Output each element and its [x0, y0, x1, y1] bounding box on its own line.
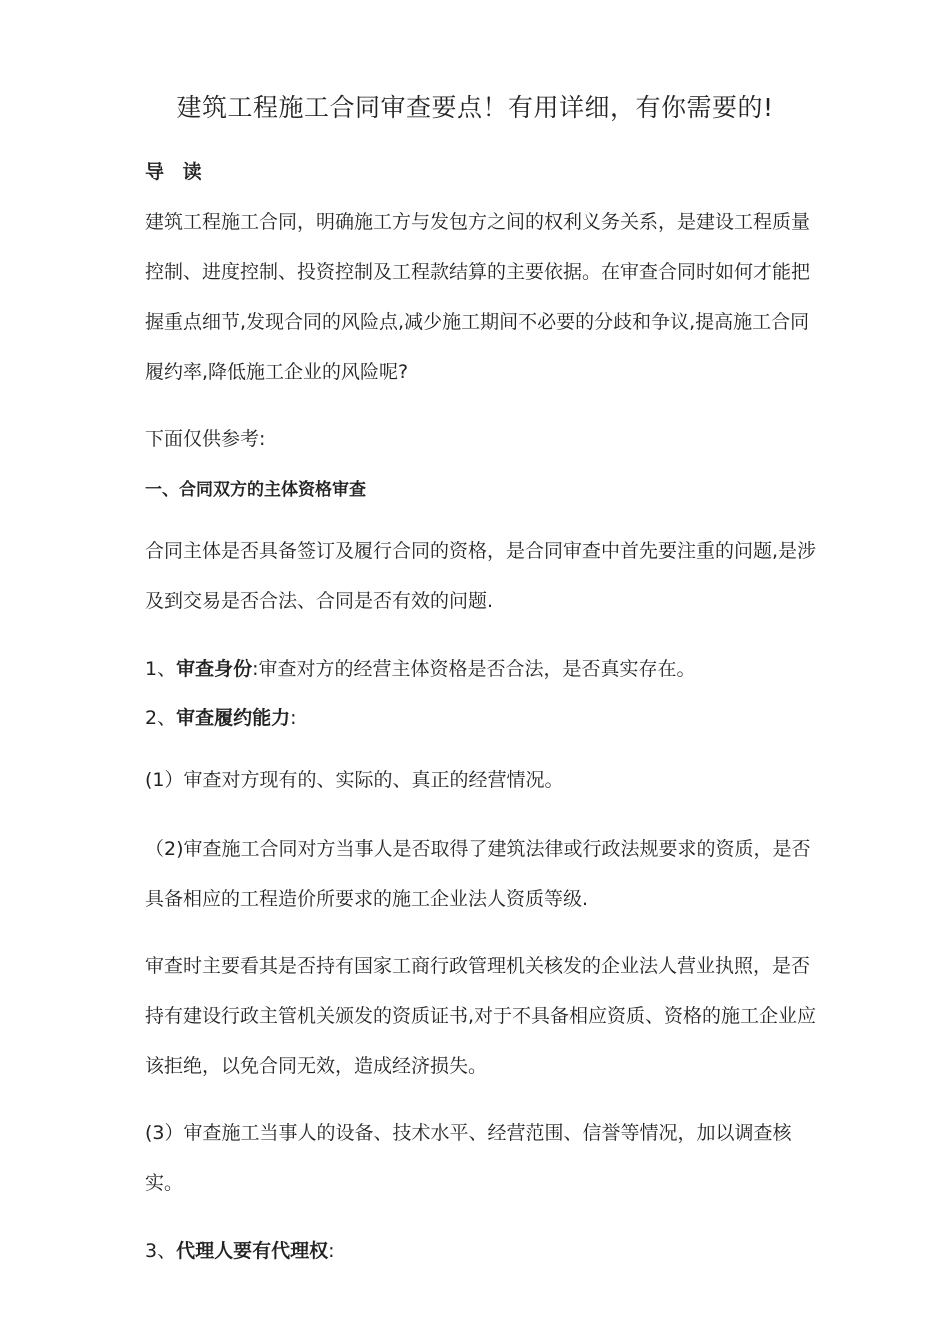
sub-item-2: （2)审查施工合同对方当事人是否取得了建筑法律或行政法规要求的资质，是否具备相应的工程造价所要求的施工企业法人资质等级. [145, 838, 811, 910]
list-item-identity [145, 654, 820, 684]
lead-heading: 导 读 [145, 161, 208, 183]
list-item-number: 3、 [145, 1240, 177, 1262]
sub-item-1: (1）审查对方现有的、实际的、真正的经营情况。 [145, 769, 564, 791]
list-item-text: : [290, 707, 297, 729]
list-item-agent [145, 1236, 820, 1266]
list-item-bold-label: 代理人要有代理权 [176, 1240, 329, 1262]
sub-item-3: (3）审查施工当事人的设备、技术水平、经营范围、信誉等情况，加以调查核实。 [145, 1122, 792, 1194]
document-title: 建筑工程施工合同审查要点！有用详细，有你需要的! [176, 93, 774, 122]
list-item-bold-label: 审查身份 [176, 658, 253, 680]
reference-line: 下面仅供参考: [145, 428, 266, 450]
list-item-text: :审查对方的经营主体资格是否合法，是否真实存在。 [252, 658, 696, 680]
list-item-text: : [328, 1240, 335, 1262]
list-item-bold-label: 审查履约能力 [176, 707, 291, 729]
list-item-number: 2、 [145, 707, 177, 729]
list-item-number: 1、 [145, 658, 177, 680]
section-paragraph: 合同主体是否具备签订及履行合同的资格，是合同审查中首先要注重的问题,是涉及到交易是否合法、合同是否有效的问题. [145, 540, 817, 612]
list-item-capability [145, 703, 820, 733]
sub-item-2-detail: 审查时主要看其是否持有国家工商行政管理机关核发的企业法人营业执照，是否持有建设行政主管机关颁发的资质证书,对于不具备相应资质、资格的施工企业应该拒绝，以免合同无效，造成经济损失。 [145, 955, 817, 1077]
section-heading: 一、合同双方的主体资格审查 [145, 480, 366, 500]
intro-paragraph: 建筑工程施工合同，明确施工方与发包方之间的权利义务关系，是建设工程质量控制、进度控制、投资控制及工程款结算的主要依据。在审查合同时如何才能把握重点细节,发现合同的风险点,减少施工期间不必要的分歧和争议,提高施工合同履约率,降低施工企业的风险呢? [145, 211, 811, 383]
